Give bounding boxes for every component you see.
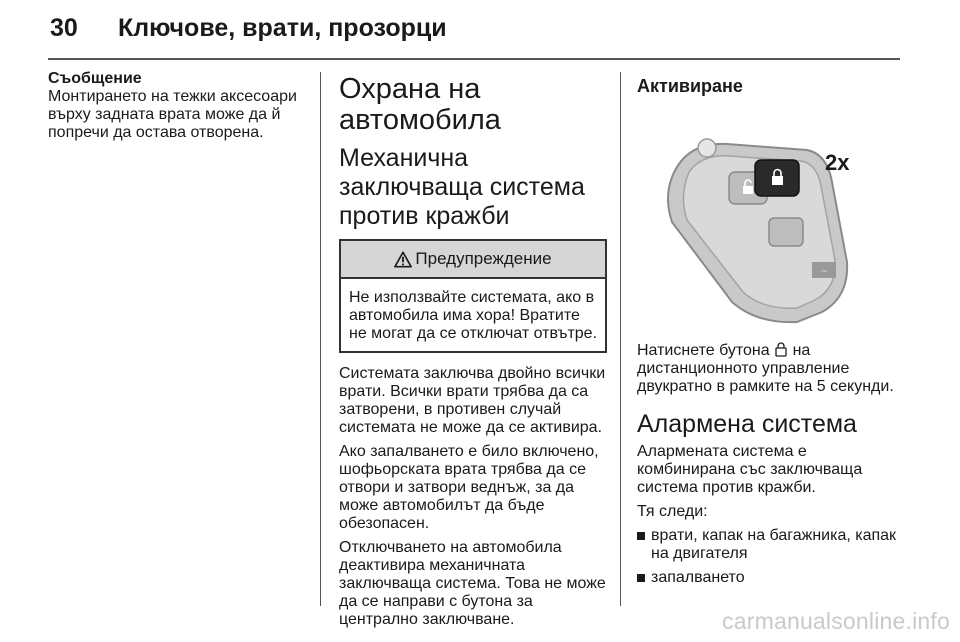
list-item bbox=[637, 569, 902, 587]
warning-box bbox=[339, 239, 607, 353]
section-heading-vehicle-security: Охрана на автомобила bbox=[339, 73, 501, 136]
section-heading-activation: Активиране bbox=[637, 76, 743, 96]
alarm-text: Алармената система е комбинирана със заключваща система против кражби. bbox=[637, 443, 863, 496]
paragraph: Отключването на автомобила деактивира механичната заключваща система. Това не може да се направи с бутона за централно заключване. bbox=[339, 539, 606, 628]
page-number: 30 bbox=[50, 14, 78, 42]
warning-text: Не използвайте системата, ако в автомобила има хора! Вратите не могат да се отключат отвътре. bbox=[349, 289, 598, 342]
bullet-square-icon bbox=[637, 532, 645, 540]
svg-text:~: ~ bbox=[820, 267, 828, 277]
column-divider-right bbox=[620, 72, 621, 606]
column-note bbox=[48, 70, 306, 148]
column-divider-left bbox=[320, 72, 321, 606]
column-anti-theft bbox=[339, 70, 607, 635]
bullet-square-icon bbox=[637, 574, 645, 582]
warning-title: Предупреждение bbox=[415, 249, 552, 268]
section-heading-alarm: Алармена система bbox=[637, 410, 857, 438]
warning-header bbox=[341, 241, 605, 279]
header-divider bbox=[48, 58, 900, 60]
page-title: Ключове, врати, прозорци bbox=[118, 14, 447, 42]
remote-key-illustration bbox=[637, 112, 893, 327]
note-text: Монтирането на тежки аксесоари върху задната врата може да й попречи да остава отворена. bbox=[48, 88, 297, 141]
lock-button-icon bbox=[775, 342, 787, 357]
monitors-text: Тя следи: bbox=[637, 503, 708, 520]
list-item-text: врати, капак на багажника, капак на двигателя bbox=[651, 527, 897, 562]
paragraph: Системата заключва двойно всички врати. Всички врати трябва да са затворени, в противен случай системата не може да се активира. bbox=[339, 365, 606, 436]
press-text-before: Натиснете бутона bbox=[637, 342, 770, 359]
warning-triangle-icon bbox=[394, 251, 412, 268]
list-item bbox=[637, 527, 902, 563]
list-item-text: запалването bbox=[651, 569, 745, 586]
press-text-after: на дистанционното управление двукратно в рамките на 5 секунди. bbox=[637, 342, 894, 395]
column-activation bbox=[637, 70, 902, 593]
note-title: Съобщение bbox=[48, 70, 142, 87]
paragraph: Ако запалването е било включено, шофьорската врата трябва да се отвори и затвори веднъж, за да може автомобилът да бъде обезопасен. bbox=[339, 443, 599, 532]
press-instruction bbox=[637, 342, 902, 396]
press-count-label: 2x bbox=[825, 150, 850, 175]
subsection-heading-mechanical-lock: Механична заключваща система против кражби bbox=[339, 144, 585, 230]
page-header bbox=[0, 0, 960, 62]
watermark: carmanualsonline.info bbox=[722, 608, 950, 634]
